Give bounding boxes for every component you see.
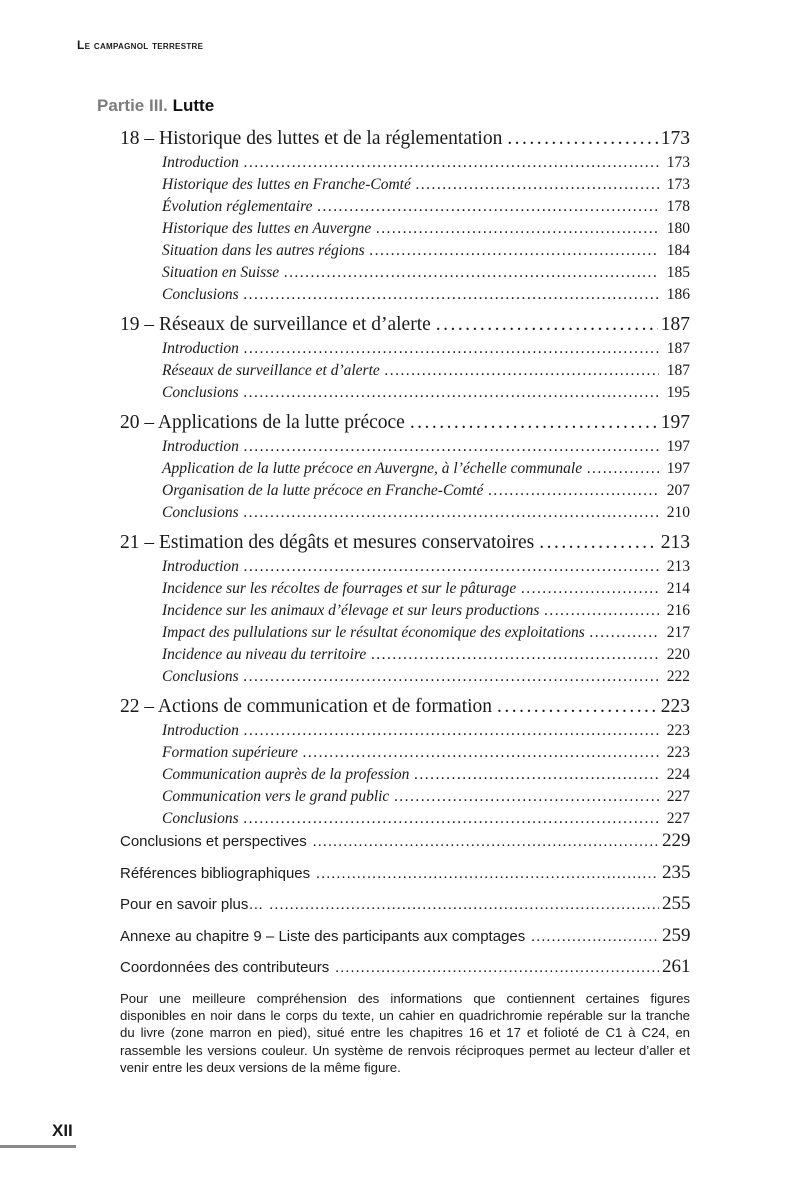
section-entry-title: Situation en Suisse	[162, 264, 280, 281]
chapter-block	[120, 312, 690, 404]
dot-leader	[335, 954, 659, 984]
section-entry-title: Évolution réglementaire	[162, 198, 313, 215]
section-entry-page-number: 220	[666, 646, 690, 663]
section-entry-page-number: 227	[666, 810, 690, 827]
section-entry-title: Conclusions	[162, 384, 239, 401]
dot-leader	[414, 764, 659, 786]
chapter-block	[120, 126, 690, 306]
chapter-entry-page-number: 197	[660, 412, 690, 433]
section-entry[interactable]	[120, 742, 690, 764]
color-insert-note: Pour une meilleure compréhension des informations que contiennent certaines figures disponibles en noir dans le corps du texte, un cahier en quadrichromie repérable sur la tranche du livre (zone marron en pied), situé entre les chapitres 16 et 17 et folioté de C1 à C24, en rassemble les versions couleur. Un système de renvois réciproques permet au lecteur d’aller et venir entre les deux versions de la même figure.	[120, 991, 690, 1075]
running-head: Le campagnol terrestre	[77, 38, 204, 52]
section-entry[interactable]	[120, 152, 690, 174]
section-entry-title: Réseaux de surveillance et d’alerte	[162, 362, 380, 379]
section-entry[interactable]	[120, 764, 690, 786]
section-entry-page-number: 186	[666, 286, 690, 303]
section-entry[interactable]	[120, 174, 690, 196]
section-entry[interactable]	[120, 458, 690, 480]
back-matter-entry[interactable]	[120, 858, 690, 890]
back-matter-entry-page-number: 261	[662, 956, 691, 977]
section-entry-title: Conclusions	[162, 810, 239, 827]
section-entry-page-number: 195	[666, 384, 690, 401]
section-entry[interactable]	[120, 262, 690, 284]
section-entry-title: Conclusions	[162, 504, 239, 521]
dot-leader	[244, 152, 659, 174]
chapter-entry-page-number: 173	[660, 128, 690, 149]
dot-leader	[371, 644, 659, 666]
section-entry-page-number: 197	[666, 438, 690, 455]
back-matter-entry-title: Annexe au chapitre 9 – Liste des participants aux comptages	[120, 927, 526, 945]
section-entry-title: Incidence au niveau du territoire	[162, 646, 367, 663]
chapter-entry-title: 22 – Actions de communication et de formation	[120, 696, 493, 717]
folio-rule	[0, 1145, 76, 1148]
section-entry[interactable]	[120, 578, 690, 600]
section-entry[interactable]	[120, 196, 690, 218]
chapter-entry-title: 19 – Réseaux de surveillance et d’alerte	[120, 314, 431, 335]
section-entry-page-number: 187	[666, 340, 690, 357]
section-entry-title: Incidence sur les animaux d’élevage et sur leurs productions	[162, 602, 540, 619]
back-matter-entry-page-number: 229	[662, 830, 691, 851]
section-entry[interactable]	[120, 218, 690, 240]
section-entry-title: Historique des luttes en Auvergne	[162, 220, 372, 237]
dot-leader	[244, 436, 659, 458]
section-entry-title: Introduction	[162, 340, 239, 357]
dot-leader	[531, 923, 659, 953]
back-matter-entry[interactable]	[120, 952, 690, 984]
dot-leader	[376, 218, 659, 240]
section-entry[interactable]	[120, 284, 690, 306]
section-entry-title: Impact des pullulations sur le résultat économique des exploitations	[162, 624, 585, 641]
back-matter-entry-title: Références bibliographiques	[120, 864, 311, 882]
chapter-entry-page-number: 223	[660, 696, 690, 717]
back-matter-entry[interactable]	[120, 826, 690, 858]
chapter-entry[interactable]	[120, 410, 690, 436]
section-entry-page-number: 222	[666, 668, 690, 685]
dot-leader	[410, 410, 658, 436]
chapter-entry-title: 20 – Applications de la lutte précoce	[120, 412, 405, 433]
section-entry[interactable]	[120, 644, 690, 666]
section-entry-title: Situation dans les autres régions	[162, 242, 365, 259]
section-entry-title: Application de la lutte précoce en Auvergne, à l’échelle communale	[162, 460, 583, 477]
section-entry-page-number: 217	[666, 624, 690, 641]
section-entry[interactable]	[120, 786, 690, 808]
dot-leader	[244, 556, 659, 578]
dot-leader	[385, 360, 659, 382]
dot-leader	[539, 530, 657, 556]
chapter-entry[interactable]	[120, 126, 690, 152]
section-entry[interactable]	[120, 622, 690, 644]
section-entry-title: Introduction	[162, 154, 239, 171]
back-matter-entry-page-number: 255	[662, 893, 691, 914]
section-entry-page-number: 184	[666, 242, 690, 259]
table-of-contents	[120, 126, 690, 836]
section-entry-title: Introduction	[162, 558, 239, 575]
section-entry[interactable]	[120, 240, 690, 262]
dot-leader	[497, 694, 658, 720]
chapter-entry-page-number: 187	[660, 314, 690, 335]
section-entry-title: Conclusions	[162, 286, 239, 303]
section-entry-title: Introduction	[162, 438, 239, 455]
section-entry-title: Formation supérieure	[162, 744, 298, 761]
section-entry-page-number: 213	[666, 558, 690, 575]
chapter-entry[interactable]	[120, 694, 690, 720]
section-entry-page-number: 187	[666, 362, 690, 379]
part-title: Lutte	[172, 96, 215, 115]
section-entry[interactable]	[120, 600, 690, 622]
back-matter-entry-page-number: 235	[662, 861, 691, 883]
chapter-block	[120, 530, 690, 688]
section-entry-page-number: 210	[666, 504, 690, 521]
chapter-block	[120, 694, 690, 830]
section-entry-title: Organisation de la lutte précoce en Franche-Comté	[162, 482, 484, 499]
chapter-entry-page-number: 213	[660, 532, 690, 553]
section-entry[interactable]	[120, 436, 690, 458]
section-entry[interactable]	[120, 338, 690, 360]
dot-leader	[436, 312, 658, 338]
section-entry[interactable]	[120, 720, 690, 742]
section-entry-page-number: 227	[666, 788, 690, 805]
dot-leader	[244, 720, 659, 742]
back-matter-entry[interactable]	[120, 889, 690, 921]
back-matter-entry-title: Conclusions et perspectives	[120, 833, 307, 850]
dot-leader	[488, 480, 659, 502]
chapter-entry[interactable]	[120, 312, 690, 338]
chapter-entry-title: 21 – Estimation des dégâts et mesures conservatoires	[120, 532, 535, 553]
section-entry-title: Historique des luttes en Franche-Comté	[162, 176, 411, 193]
back-matter-list	[120, 826, 690, 984]
section-entry-page-number: 173	[666, 176, 690, 193]
dot-leader	[244, 666, 659, 688]
section-entry-title: Communication auprès de la profession	[162, 766, 410, 783]
dot-leader	[244, 382, 659, 404]
part-label: Partie III.	[97, 96, 168, 115]
section-entry-page-number: 197	[666, 460, 690, 477]
section-entry[interactable]	[120, 502, 690, 524]
section-entry-page-number: 180	[666, 220, 690, 237]
dot-leader	[394, 786, 659, 808]
dot-leader	[544, 600, 659, 622]
section-entry-title: Incidence sur les récoltes de fourrages et sur le pâturage	[162, 580, 517, 597]
section-entry[interactable]	[120, 556, 690, 578]
dot-leader	[587, 458, 659, 480]
section-entry[interactable]	[120, 480, 690, 502]
dot-leader	[507, 126, 657, 152]
back-matter-entry-title: Coordonnées des contributeurs	[120, 959, 330, 976]
page-folio: XII	[52, 1121, 73, 1140]
section-entry-page-number: 223	[666, 722, 690, 739]
back-matter-entry-title: Pour en savoir plus…	[120, 896, 264, 913]
section-entry-page-number: 207	[666, 482, 690, 499]
section-entry-title: Introduction	[162, 722, 239, 739]
section-entry[interactable]	[120, 666, 690, 688]
dot-leader	[416, 174, 659, 196]
section-entry-page-number: 223	[666, 744, 690, 761]
dot-leader	[284, 262, 659, 284]
back-matter-entry[interactable]	[120, 921, 690, 953]
section-entry-page-number: 173	[666, 154, 690, 171]
dot-leader	[303, 742, 659, 764]
dot-leader	[244, 502, 659, 524]
chapter-block	[120, 410, 690, 524]
dot-leader	[521, 578, 659, 600]
dot-leader	[244, 284, 659, 306]
section-entry[interactable]	[120, 360, 690, 382]
section-entry[interactable]	[120, 382, 690, 404]
section-entry-page-number: 224	[666, 766, 690, 783]
dot-leader	[318, 196, 659, 218]
section-entry-page-number: 214	[666, 580, 690, 597]
section-entry-page-number: 216	[666, 602, 690, 619]
back-matter-entry-page-number: 259	[662, 924, 691, 946]
dot-leader	[370, 240, 659, 262]
section-entry-page-number: 178	[666, 198, 690, 215]
section-entry-title: Conclusions	[162, 668, 239, 685]
chapter-entry-title: 18 – Historique des luttes et de la réglementation	[120, 128, 503, 149]
section-entry-page-number: 185	[666, 264, 690, 281]
part-heading	[97, 96, 214, 116]
dot-leader	[313, 828, 659, 858]
section-entry-title: Communication vers le grand public	[162, 788, 390, 805]
dot-leader	[244, 338, 659, 360]
dot-leader	[590, 622, 659, 644]
chapter-entry[interactable]	[120, 530, 690, 556]
dot-leader	[316, 860, 659, 890]
dot-leader	[269, 891, 659, 921]
